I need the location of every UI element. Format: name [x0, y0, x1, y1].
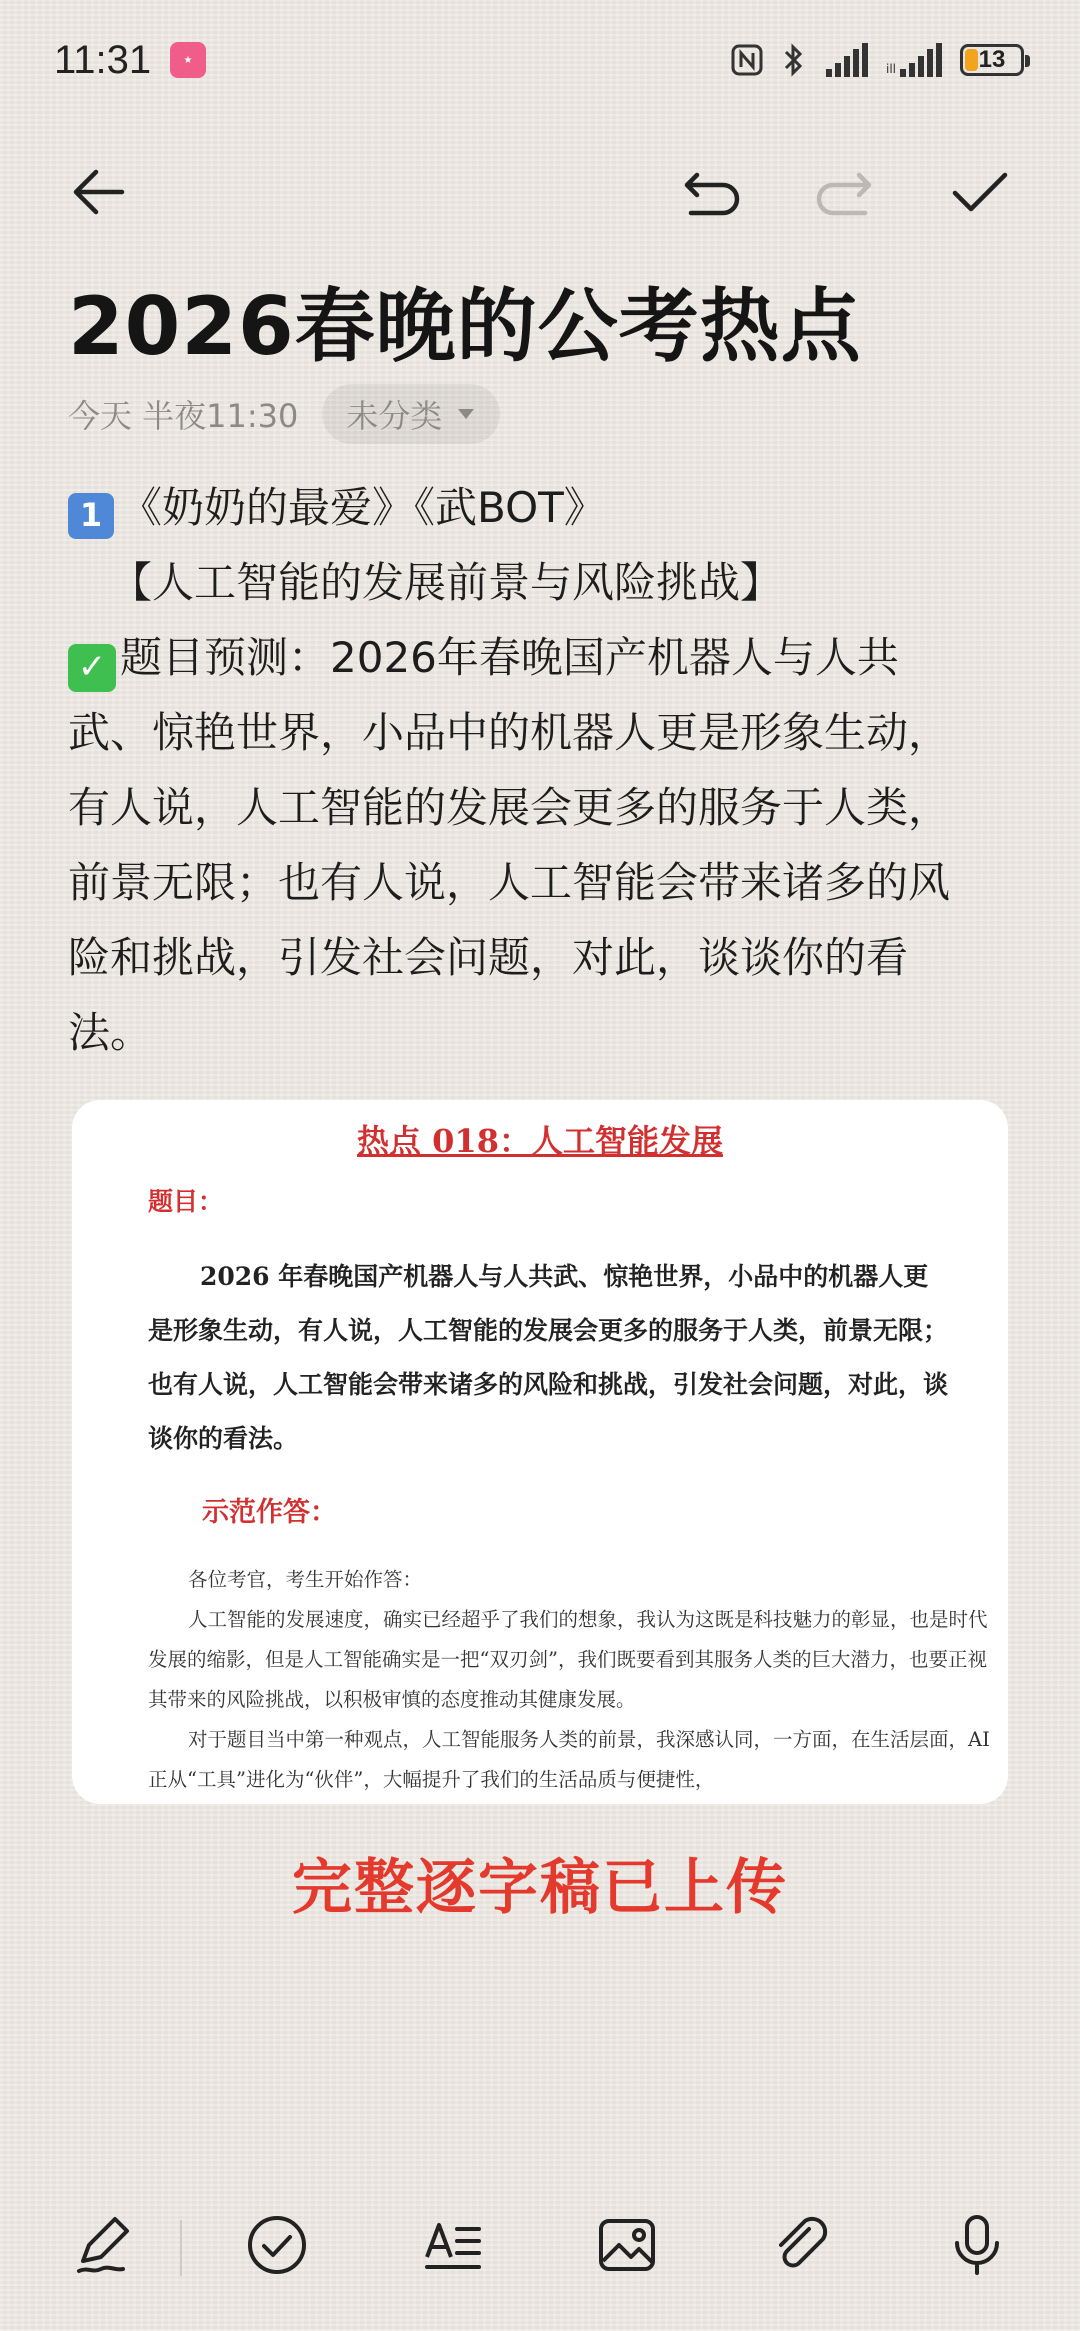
redo-button[interactable] — [812, 160, 876, 224]
body-line: 法。 — [68, 1008, 153, 1057]
svg-text:ill: ill — [886, 62, 897, 76]
body-line: 前景无限；也有人说，人工智能会带来诸多的风 — [68, 858, 951, 907]
document-answer-label: 示范作答： — [202, 1497, 337, 1528]
battery-icon — [960, 44, 1024, 76]
body-line: 【人工智能的发展前景与风险挑战】 — [110, 558, 783, 607]
text-format-button[interactable] — [418, 2210, 488, 2280]
done-button[interactable] — [948, 160, 1012, 224]
battery-level: 13 — [978, 46, 1006, 73]
answer-paragraph: 各位考官，考生开始作答： — [188, 1568, 423, 1591]
body-line: 1 《奶奶的最爱》《武BOT》 — [68, 470, 1018, 545]
attachment-icon — [769, 2213, 833, 2277]
status-time: 11:31 — [54, 38, 152, 82]
bottom-toolbar — [0, 2200, 1080, 2290]
attachment-button[interactable] — [766, 2210, 836, 2280]
note-body[interactable] — [68, 470, 1018, 1070]
undo-button[interactable] — [680, 160, 744, 224]
top-toolbar — [0, 150, 1080, 230]
answer-paragraph: 对于题目当中第一种观点，人工智能服务人类的前景，我深感认同，一方面，在生活层面，AI 正从“工具”进化为“伙伴”，大幅提升了我们的生活品质与便捷性， — [148, 1728, 990, 1791]
bluetooth-icon — [782, 42, 806, 78]
app-notification-icon: ★ — [170, 42, 206, 78]
handwriting-button[interactable] — [68, 2210, 138, 2280]
body-line: 有人说，人工智能的发展会更多的服务于人类， — [68, 783, 951, 832]
note-meta — [68, 384, 500, 444]
signal-icon — [886, 43, 942, 77]
arrow-left-icon — [68, 162, 128, 222]
text-format-icon — [421, 2213, 485, 2277]
embedded-document-image[interactable] — [72, 1100, 1008, 1804]
document-heading: 热点 018：人工智能发展 — [357, 1122, 723, 1160]
insert-image-button[interactable] — [592, 2210, 662, 2280]
document-answer — [148, 1560, 998, 1800]
checklist-button[interactable] — [242, 2210, 312, 2280]
status-icons — [730, 40, 1024, 80]
upload-note: 完整逐字稿已上传 — [292, 1853, 788, 1923]
status-bar — [0, 0, 1080, 120]
check-mark-icon: ✓ — [68, 644, 116, 692]
note-title[interactable]: 2026春晚的公考热点 — [68, 280, 862, 373]
category-dropdown[interactable] — [322, 384, 500, 444]
back-button[interactable] — [66, 160, 130, 224]
document-question: 2026 年春晚国产机器人与人共武、惊艳世界，小品中的机器人更是形象生动，有人说，人工智能的发展会更多的服务于人类，前景无限；也有人说，人工智能会带来诸多的风险和挑战，引发社会问题，对此，谈谈你的看法。 — [148, 1262, 949, 1453]
answer-paragraph: 人工智能的发展速度，确实已经超乎了我们的想象，我认为这既是科技魅力的彰显，也是时代发展的缩影，但是人工智能确实是一把“双刃剑”，我们既要看到其服务人类的巨大潜力，也要正视其带来的风险挑战，以积极审慎的态度推动其健康发展。 — [148, 1608, 988, 1711]
category-label: 未分类 — [346, 397, 443, 435]
toolbar-divider — [180, 2220, 182, 2276]
chevron-down-icon — [456, 407, 476, 421]
body-line: 险和挑战，引发社会问题，对此，谈谈你的看 — [68, 933, 909, 982]
body-line: ✓ 题目预测：2026年春晚国产机器人与人共 — [68, 620, 1018, 695]
keycap-one-icon: 1 — [68, 493, 114, 539]
redo-icon — [813, 167, 875, 217]
note-date: 今天 半夜11:30 — [68, 397, 299, 435]
undo-icon — [681, 167, 743, 217]
signal-icon — [824, 43, 868, 77]
check-icon — [950, 167, 1010, 217]
image-icon — [595, 2213, 659, 2277]
checklist-icon — [245, 2213, 309, 2277]
body-line: 武、惊艳世界，小品中的机器人更是形象生动， — [68, 708, 951, 757]
pen-icon — [71, 2213, 135, 2277]
document-subtitle: 题目： — [148, 1187, 224, 1216]
microphone-icon — [945, 2213, 1009, 2277]
voice-input-button[interactable] — [942, 2210, 1012, 2280]
nfc-icon — [730, 43, 764, 77]
